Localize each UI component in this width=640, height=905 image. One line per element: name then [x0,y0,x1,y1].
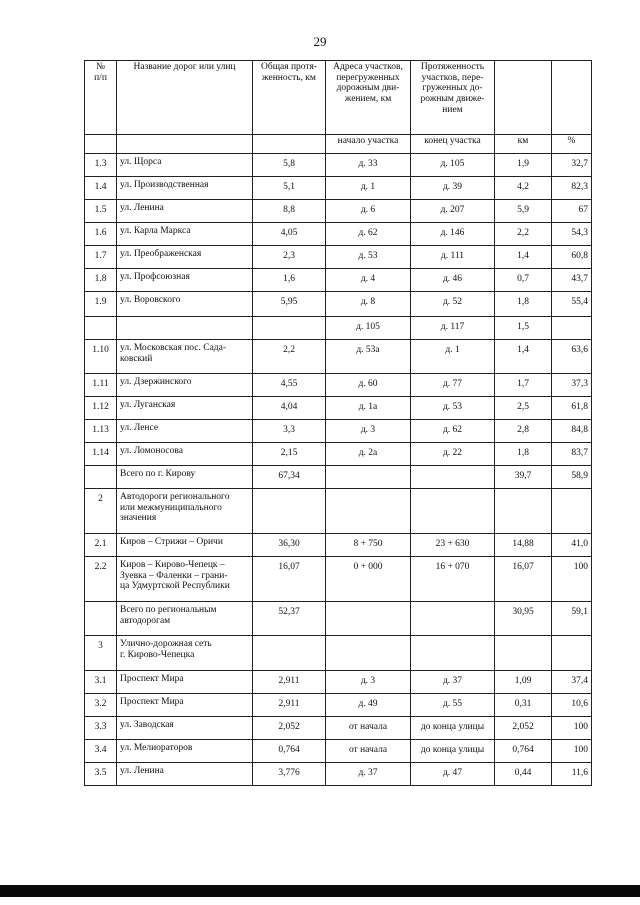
row-num: 1.6 [85,223,117,246]
row-end: д. 1 [411,340,495,374]
row-start: д. 49 [326,694,411,717]
row-km [495,489,552,534]
row-start: д. 1 [326,177,411,200]
row-start [326,602,411,636]
row-km: 2,8 [495,420,552,443]
row-end: до конца улицы [411,717,495,740]
row-start: 8 + 750 [326,534,411,557]
row-num: 1.4 [85,177,117,200]
row-end [411,636,495,671]
row-length [253,489,326,534]
row-start: д. 6 [326,200,411,223]
row-km: 16,07 [495,557,552,602]
row-start: д. 37 [326,763,411,786]
row-name: ул. Воровского [117,292,253,317]
row-start [326,466,411,489]
row-num: 2 [85,489,117,534]
row-start: д. 3 [326,671,411,694]
row-start [326,636,411,671]
row-km: 30,95 [495,602,552,636]
row-name: Киров – Стрижи – Оричи [117,534,253,557]
row-end: д. 207 [411,200,495,223]
row-km: 0,31 [495,694,552,717]
table-row [85,740,592,763]
row-km: 0,44 [495,763,552,786]
row-end: д. 62 [411,420,495,443]
row-pct: 83,7 [552,443,592,466]
table-row [85,269,592,292]
row-num: 1.8 [85,269,117,292]
row-pct: 82,3 [552,177,592,200]
row-num: 3.1 [85,671,117,694]
row-length: 4,05 [253,223,326,246]
row-num: 1.3 [85,154,117,177]
row-length: 1,6 [253,269,326,292]
row-end [411,466,495,489]
row-name: ул. Профсоюзная [117,269,253,292]
row-name: ул. Производственная [117,177,253,200]
row-km: 1,5 [495,317,552,340]
row-pct: 60,8 [552,246,592,269]
row-pct: 59,1 [552,602,592,636]
row-pct: 41,0 [552,534,592,557]
row-length [253,636,326,671]
row-num: 3.4 [85,740,117,763]
header-end: конец участка [411,135,495,154]
row-num [85,466,117,489]
row-end: д. 111 [411,246,495,269]
row-name: ул. Заводская [117,717,253,740]
row-end: д. 77 [411,374,495,397]
row-length: 8,8 [253,200,326,223]
row-num [85,602,117,636]
row-num: 1.5 [85,200,117,223]
row-length: 5,8 [253,154,326,177]
table-row [85,466,592,489]
row-km: 39,7 [495,466,552,489]
row-end: д. 39 [411,177,495,200]
row-name: ул. Ломоносова [117,443,253,466]
row-name: ул. Карла Маркса [117,223,253,246]
row-length [253,317,326,340]
row-num: 3.2 [85,694,117,717]
table-row [85,489,592,534]
row-num: 2.1 [85,534,117,557]
row-num: 1.9 [85,292,117,317]
row-km: 2,5 [495,397,552,420]
row-km: 0,764 [495,740,552,763]
row-start: от начала [326,717,411,740]
row-pct: 37,3 [552,374,592,397]
row-start: д. 1а [326,397,411,420]
row-pct: 10,6 [552,694,592,717]
table-row [85,602,592,636]
row-num: 1.12 [85,397,117,420]
row-length: 3,776 [253,763,326,786]
row-start: д. 62 [326,223,411,246]
row-length: 3,3 [253,420,326,443]
row-km: 1,9 [495,154,552,177]
row-name: ул. Щорса [117,154,253,177]
row-pct: 55,4 [552,292,592,317]
row-num: 3 [85,636,117,671]
header-addresses: Адреса участков, перегруженных дорожным дви- жением, км [326,61,411,135]
row-pct: 84,8 [552,420,592,443]
row-name: Улично-дорожная сеть г. Кирово-Чепецка [117,636,253,671]
row-num: 1.10 [85,340,117,374]
table-row [85,397,592,420]
bottom-bar [0,885,640,897]
table-row [85,763,592,786]
table-row [85,317,592,340]
row-km: 2,2 [495,223,552,246]
header-overloaded: Протяженность участков, пере- груженных до- рожным движе- нием [411,61,495,135]
header-length: Общая протя- женность, км [253,61,326,135]
row-pct: 100 [552,740,592,763]
road-table [84,60,592,786]
row-end: д. 105 [411,154,495,177]
row-end [411,602,495,636]
row-name: ул. Ленина [117,763,253,786]
row-start [326,489,411,534]
row-length: 2,3 [253,246,326,269]
row-end [411,489,495,534]
row-start: д. 8 [326,292,411,317]
row-length: 52,37 [253,602,326,636]
row-end: д. 146 [411,223,495,246]
row-name [117,317,253,340]
table-row [85,177,592,200]
row-name: ул. Преображенская [117,246,253,269]
row-pct: 54,3 [552,223,592,246]
row-start: д. 60 [326,374,411,397]
row-pct [552,489,592,534]
row-start: д. 2а [326,443,411,466]
table-row [85,717,592,740]
row-start: д. 3 [326,420,411,443]
row-length: 67,34 [253,466,326,489]
header-start: начало участка [326,135,411,154]
table-row [85,154,592,177]
row-end: д. 46 [411,269,495,292]
row-length: 2,911 [253,671,326,694]
table-row [85,694,592,717]
row-pct: 37,4 [552,671,592,694]
row-pct: 32,7 [552,154,592,177]
row-name: Всего по г. Кирову [117,466,253,489]
row-pct: 63,6 [552,340,592,374]
row-pct: 43,7 [552,269,592,292]
header-km: км [495,135,552,154]
row-pct: 100 [552,717,592,740]
row-length: 16,07 [253,557,326,602]
row-num [85,317,117,340]
row-km: 4,2 [495,177,552,200]
row-pct: 58,9 [552,466,592,489]
table-row [85,374,592,397]
row-num: 2.2 [85,557,117,602]
row-length: 2,911 [253,694,326,717]
row-km: 1,4 [495,246,552,269]
row-name: Автодороги регионального или межмуниципального значения [117,489,253,534]
row-end: 23 + 630 [411,534,495,557]
row-start: 0 + 000 [326,557,411,602]
row-start: д. 33 [326,154,411,177]
row-name: Проспект Мира [117,694,253,717]
row-pct [552,636,592,671]
row-end: д. 117 [411,317,495,340]
table-row [85,443,592,466]
table-row [85,557,592,602]
row-name: ул. Ленина [117,200,253,223]
row-end: д. 52 [411,292,495,317]
row-start: д. 4 [326,269,411,292]
row-pct: 11,6 [552,763,592,786]
row-km: 1,7 [495,374,552,397]
row-pct: 100 [552,557,592,602]
row-name: ул. Московская пос. Сада- ковский [117,340,253,374]
row-km: 14,88 [495,534,552,557]
table-row [85,534,592,557]
row-end: д. 47 [411,763,495,786]
row-name: ул. Ленсе [117,420,253,443]
row-num: 1.7 [85,246,117,269]
row-num: 1.11 [85,374,117,397]
row-km [495,636,552,671]
row-start: от начала [326,740,411,763]
table-row [85,292,592,317]
row-length: 2,052 [253,717,326,740]
table-row [85,636,592,671]
row-length: 2,2 [253,340,326,374]
row-num: 3.5 [85,763,117,786]
header-num: № п/п [85,61,117,135]
row-pct [552,317,592,340]
row-length: 4,55 [253,374,326,397]
row-start: д. 53 [326,246,411,269]
table-row [85,340,592,374]
table-row [85,246,592,269]
row-start: д. 53а [326,340,411,374]
row-pct: 67 [552,200,592,223]
row-km: 2,052 [495,717,552,740]
row-name: ул. Луганская [117,397,253,420]
row-num: 3.3 [85,717,117,740]
row-pct: 61,8 [552,397,592,420]
row-km: 1,8 [495,292,552,317]
row-num: 1.13 [85,420,117,443]
row-km: 1,4 [495,340,552,374]
row-length: 2,15 [253,443,326,466]
table-row [85,200,592,223]
row-length: 36,30 [253,534,326,557]
row-km: 1,09 [495,671,552,694]
table-row [85,420,592,443]
row-end: до конца улицы [411,740,495,763]
row-name: Всего по региональным автодорогам [117,602,253,636]
row-km: 5,9 [495,200,552,223]
row-name: ул. Мелиораторов [117,740,253,763]
table-body [85,154,592,786]
row-length: 4,04 [253,397,326,420]
row-start: д. 105 [326,317,411,340]
page-number: 29 [313,34,327,49]
row-length: 0,764 [253,740,326,763]
row-end: д. 37 [411,671,495,694]
row-length: 5,95 [253,292,326,317]
row-end: д. 22 [411,443,495,466]
header-pct: % [552,135,592,154]
table-row [85,671,592,694]
table-row [85,223,592,246]
row-name: ул. Дзержинского [117,374,253,397]
row-km: 1,8 [495,443,552,466]
row-end: д. 55 [411,694,495,717]
row-length: 5,1 [253,177,326,200]
row-num: 1.14 [85,443,117,466]
row-name: Киров – Кирово-Чепецк – Зуевка – Фаленки – грани- ца Удмуртской Республики [117,557,253,602]
row-end: д. 53 [411,397,495,420]
row-name: Проспект Мира [117,671,253,694]
row-end: 16 + 070 [411,557,495,602]
row-km: 0,7 [495,269,552,292]
header-name: Название дорог или улиц [117,61,253,135]
